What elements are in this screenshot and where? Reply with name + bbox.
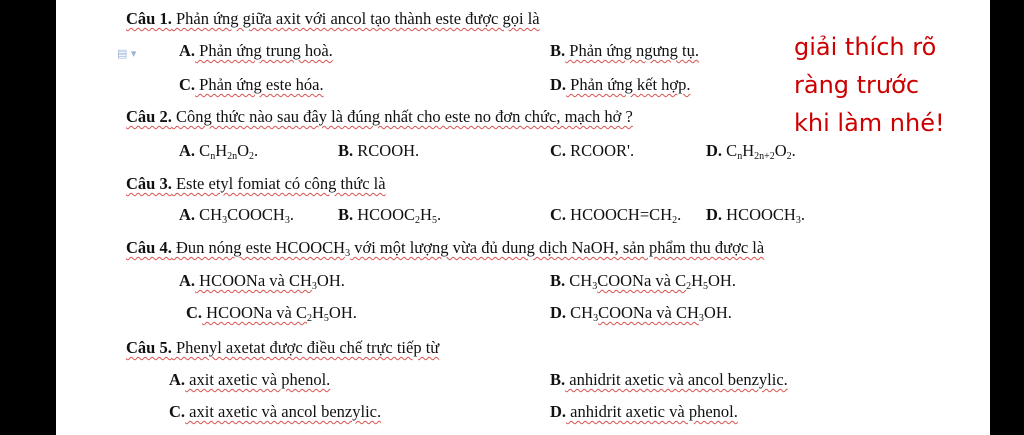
option-text: Phản ứng trung hoà.: [195, 41, 333, 60]
question-5-text: Phenyl axetat được điều chế trực tiếp từ: [171, 338, 440, 357]
option-letter: A.: [179, 141, 196, 160]
document-options-icon[interactable]: ▤ ▾: [117, 47, 137, 60]
formula-part: .: [254, 141, 259, 160]
q1-option-c: [179, 75, 324, 95]
subscript: 2: [307, 313, 312, 324]
option-letter: C.: [186, 303, 203, 322]
formula-part: OH.: [316, 271, 345, 290]
formula-part: H: [312, 303, 324, 322]
option-letter: B.: [550, 370, 566, 389]
q4-option-a: [179, 271, 345, 291]
formula-part: C: [722, 141, 738, 160]
option-text: Phản ứng este hóa.: [195, 75, 324, 94]
formula-part: .: [800, 205, 805, 224]
question-4: [126, 238, 764, 258]
option-letter: B.: [550, 41, 566, 60]
option-letter: D.: [550, 75, 567, 94]
question-4-text: Đun nóng este HCOOCH: [171, 238, 346, 257]
subscript: 2n+2: [754, 151, 775, 162]
question-3-text: Este etyl fomiat có công thức là: [171, 174, 386, 193]
q2-option-b: [338, 141, 419, 161]
question-4-label: Câu 4.: [126, 238, 172, 257]
q5-option-d: [550, 402, 738, 422]
formula-part: H: [742, 141, 755, 160]
q4-option-b: [550, 271, 736, 291]
question-1-label: Câu 1.: [126, 9, 172, 28]
option-text: anhidrit axetic và ancol benzylic.: [565, 370, 788, 389]
option-letter: C.: [179, 75, 196, 94]
option-letter: A.: [179, 205, 196, 224]
subscript: 2: [786, 151, 792, 162]
document-page: [56, 0, 990, 435]
formula-part: HCOOCH: [722, 205, 796, 224]
formula-part: COONa và CH: [598, 303, 699, 322]
q4-option-c: [186, 303, 357, 323]
option-letter: A.: [179, 41, 196, 60]
question-3-label: Câu 3.: [126, 174, 172, 193]
q1-option-b: [550, 41, 699, 61]
subscript: 2: [415, 215, 421, 226]
formula-part: COONa và C: [597, 271, 687, 290]
option-letter: C.: [550, 205, 567, 224]
option-text: Phản ứng ngưng tụ.: [565, 41, 699, 60]
option-text: axit axetic và phenol.: [185, 370, 331, 389]
formula-part: HCOOCH=CH: [566, 205, 673, 224]
option-letter: B.: [338, 141, 354, 160]
option-letter: B.: [550, 271, 566, 290]
option-text: RCOOR'.: [566, 141, 635, 160]
q2-option-c: [550, 141, 634, 161]
option-letter: A.: [179, 271, 196, 290]
subscript: 5: [323, 313, 329, 324]
formula-part: .: [289, 205, 294, 224]
formula-part: H: [691, 271, 704, 290]
subscript: 3: [592, 281, 598, 292]
q1-option-a: [179, 41, 333, 61]
formula-part: H: [420, 205, 432, 224]
q1-option-d: [550, 75, 691, 95]
q3-option-b: [338, 205, 441, 225]
subscript: 2: [686, 281, 692, 292]
q5-option-c: [169, 402, 381, 422]
formula-part: OH.: [708, 271, 736, 290]
q3-option-a: [179, 205, 294, 225]
formula-part: HCOOC: [353, 205, 416, 224]
question-4-text: với một lượng vừa đủ dung dịch NaOH, sản phẩm thu được là: [350, 238, 765, 257]
formula-part: O: [237, 141, 250, 160]
option-letter: C.: [169, 402, 186, 421]
option-letter: C.: [550, 141, 567, 160]
subscript: n: [737, 151, 743, 162]
option-letter: D.: [550, 402, 567, 421]
formula-part: HCOONa và C: [202, 303, 307, 322]
subscript: 3: [593, 313, 599, 324]
q2-option-d: [706, 141, 796, 161]
formula-part: H: [215, 141, 228, 160]
option-text: Phản ứng kết hợp.: [566, 75, 691, 94]
request-note: [794, 28, 994, 142]
option-letter: B.: [338, 205, 354, 224]
subscript: 2: [249, 151, 255, 162]
option-text: axit axetic và ancol benzylic.: [185, 402, 382, 421]
option-text: RCOOH.: [353, 141, 420, 160]
q5-option-a: [169, 370, 330, 390]
formula-part: OH.: [328, 303, 357, 322]
option-letter: D.: [706, 205, 723, 224]
note-line-2: ràng trước: [794, 71, 920, 99]
question-2: [126, 107, 633, 127]
q4-option-d: [550, 303, 732, 323]
note-line-1: giải thích rõ: [794, 33, 937, 61]
q3-option-d: [706, 205, 805, 225]
subscript: 3: [284, 215, 290, 226]
formula-part: O: [774, 141, 787, 160]
option-text: anhidrit axetic và phenol.: [566, 402, 738, 421]
question-1: [126, 9, 540, 29]
q2-option-a: [179, 141, 258, 161]
formula-part: CH: [565, 271, 593, 290]
question-5: [126, 338, 439, 358]
formula-part: COOCH: [227, 205, 285, 224]
formula-part: .: [436, 205, 442, 224]
formula-part: .: [791, 141, 796, 160]
formula-part: C: [195, 141, 211, 160]
formula-part: OH.: [703, 303, 732, 322]
subscript: 5: [703, 281, 709, 292]
question-3: [126, 174, 386, 194]
question-5-label: Câu 5.: [126, 338, 172, 357]
formula-part: CH: [195, 205, 223, 224]
subscript: 3: [795, 215, 801, 226]
option-letter: D.: [550, 303, 567, 322]
option-letter: D.: [706, 141, 723, 160]
question-1-text: Phản ứng giữa axit với ancol tạo thành este được gọi là: [171, 9, 540, 28]
q3-option-c: [550, 205, 681, 225]
subscript: 5: [431, 215, 437, 226]
subscript: 2n: [227, 151, 238, 162]
subscript: 3: [222, 215, 228, 226]
formula-part: .: [677, 205, 682, 224]
q5-option-b: [550, 370, 788, 390]
subscript: 3: [698, 313, 704, 324]
subscript: 3: [311, 281, 317, 292]
formula-part: CH: [566, 303, 594, 322]
subscript: n: [210, 151, 216, 162]
subscript: 3: [345, 248, 351, 259]
formula-part: HCOONa và CH: [195, 271, 312, 290]
question-2-label: Câu 2.: [126, 107, 172, 126]
option-letter: A.: [169, 370, 186, 389]
note-line-3: khi làm nhé!: [794, 109, 945, 137]
question-2-text: Công thức nào sau đây là đúng nhất cho este no đơn chức, mạch hở ?: [171, 107, 633, 126]
subscript: 2: [672, 215, 678, 226]
